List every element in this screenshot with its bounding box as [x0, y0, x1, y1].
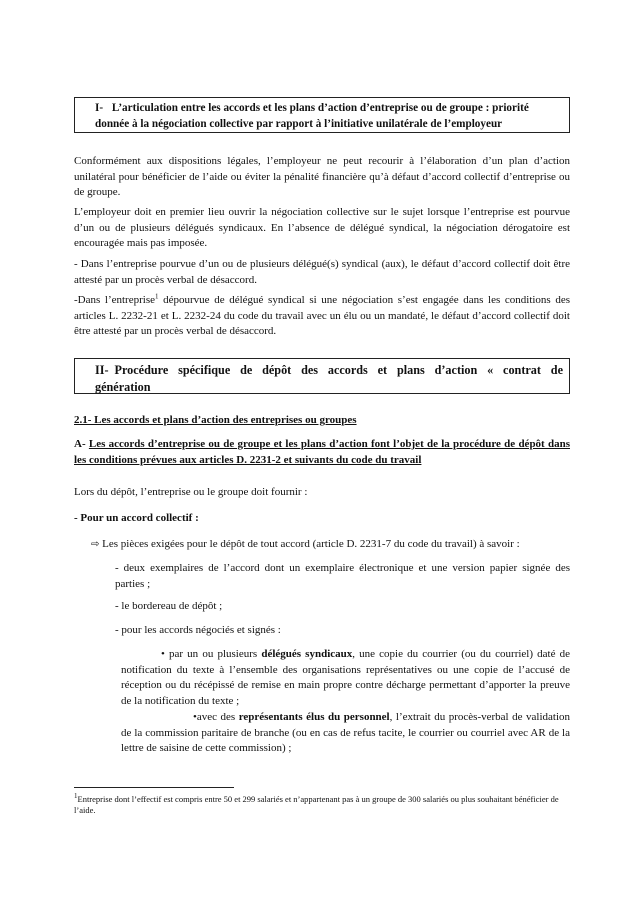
section-1-title-part-1: L’articulation entre les accords et les plans d’action d’entreprise ou de groupe : priorité — [111, 102, 529, 114]
paragraph-1: Conformément aux dispositions légales, l’employeur ne peut recourir à l’élaboration d’un plan d’action unilatéral pour bénéficier de l’aide ou éviter la pénalité financière qu’à défaut d’accord collectif d’entreprise ou de groupe. — [74, 155, 570, 198]
sub-item-1-rest: , une copie du courrier (ou du courriel) daté de notification du texte à l’ensemble des organisations représentatives ou une copie de l’accusé de réception ou du récépissé de remise en main propre contre décharge permettant d’apporter la preuve de la notification du texte ; — [121, 648, 571, 707]
heading-a-text: Les accords d’entreprise ou de groupe et les plans d’action font l’objet de la procédure de dépôt dans les conditions prévues aux articles D. 2231-2 et suivants du code du travail — [74, 438, 570, 466]
footnote-separator — [74, 787, 234, 788]
sub-item-1-intro: par un ou plusieurs — [164, 648, 262, 660]
section-2-line-1 — [95, 362, 563, 379]
section-1-heading-box — [74, 97, 570, 133]
sub-item-2-rest: , l’extrait du procès-verbal de validation de la commission paritaire de branche (ou en cas de refus tacite, le courrier ou courriel avec AR de la lettre de saisine de cette commission) ; — [121, 711, 570, 754]
heading-a-prefix: A- — [74, 438, 89, 450]
sub-item-1-bold: délégués syndicaux — [261, 648, 353, 660]
footnote-text: Entreprise dont l’effectif est compris entre 50 et 299 salariés et n’appartenant pas à un groupe de 300 salariés ou plus souhaitant bénéficier de l’aide. — [74, 794, 559, 815]
sub-item-2-bold: représentants élus du personnel — [238, 711, 390, 723]
paragraph-4-rest: dépourvue de délégué syndical si une négociation s’est engagée dans les conditions des articles L. 2232-21 et L. 2232-24 du code du travail avec un élu ou un mandaté, le défaut d’accord collectif doit être attesté par un procès verbal de désaccord. — [74, 294, 571, 337]
section-2-heading-box — [74, 358, 570, 394]
section-2-title-part-2: génération — [95, 379, 151, 394]
footnote-reference: 1 — [155, 292, 159, 301]
paragraph-3: - Dans l’entreprise pourvue d’un ou de plusieurs délégué(s) syndical (aux), le défaut d’accord collectif doit être attesté par un procès verbal de désaccord. — [74, 258, 570, 286]
section-1-number: I- — [95, 102, 104, 114]
bullet-icon: • — [161, 648, 165, 660]
section-2-number: II- — [95, 363, 109, 377]
footnote-number: 1 — [74, 792, 78, 801]
paragraph-4 — [74, 293, 570, 340]
pieces-exigees-text: Les pièces exigées pour le dépôt de tout accord (article D. 2231-7 du code du travail) à savoir : — [102, 538, 520, 550]
footnote — [74, 794, 570, 816]
bullet-icon: • — [193, 711, 197, 723]
section-2-title-part-1: Procédure spécifique de dépôt des accords et plans d’action « contrat de — [114, 363, 563, 377]
accord-collectif-heading: - Pour un accord collectif : — [74, 512, 199, 524]
pieces-exigees-line — [91, 537, 570, 553]
right-arrow-icon: ⇨ — [91, 539, 100, 550]
sub-item-representants-elus — [121, 710, 570, 757]
paragraph-4-start: -Dans l’entreprise — [74, 294, 155, 306]
paragraph-2: L’employeur doit en premier lieu ouvrir la négociation collective sur le sujet lorsque l’entreprise est pourvue d’un ou de plusieurs délégués syndicaux. En l’absence de délégué syndical, la négociation dérogatoire est encouragée mais pas imposée. — [74, 206, 570, 249]
section-1-line-1 — [95, 100, 563, 116]
sub-item-2-intro: avec des — [196, 711, 239, 723]
depot-intro: Lors du dépôt, l’entreprise ou le groupe doit fournir : — [74, 486, 308, 498]
heading-2-1: 2.1- Les accords et plans d’action des entreprises ou groupes — [74, 414, 357, 426]
list-item-accords-negocies: - pour les accords négociés et signés : — [115, 624, 281, 636]
sub-item-delegues-syndicaux — [121, 647, 570, 709]
list-item-bordereau: - le bordereau de dépôt ; — [115, 600, 223, 612]
list-item-exemplaires: - deux exemplaires de l’accord dont un exemplaire électronique et une version papier signée des parties ; — [115, 562, 570, 590]
heading-a — [74, 437, 570, 468]
section-1-title-part-2: donnée à la négociation collective par rapport à l’initiative unilatérale de l’employeur — [95, 118, 503, 130]
